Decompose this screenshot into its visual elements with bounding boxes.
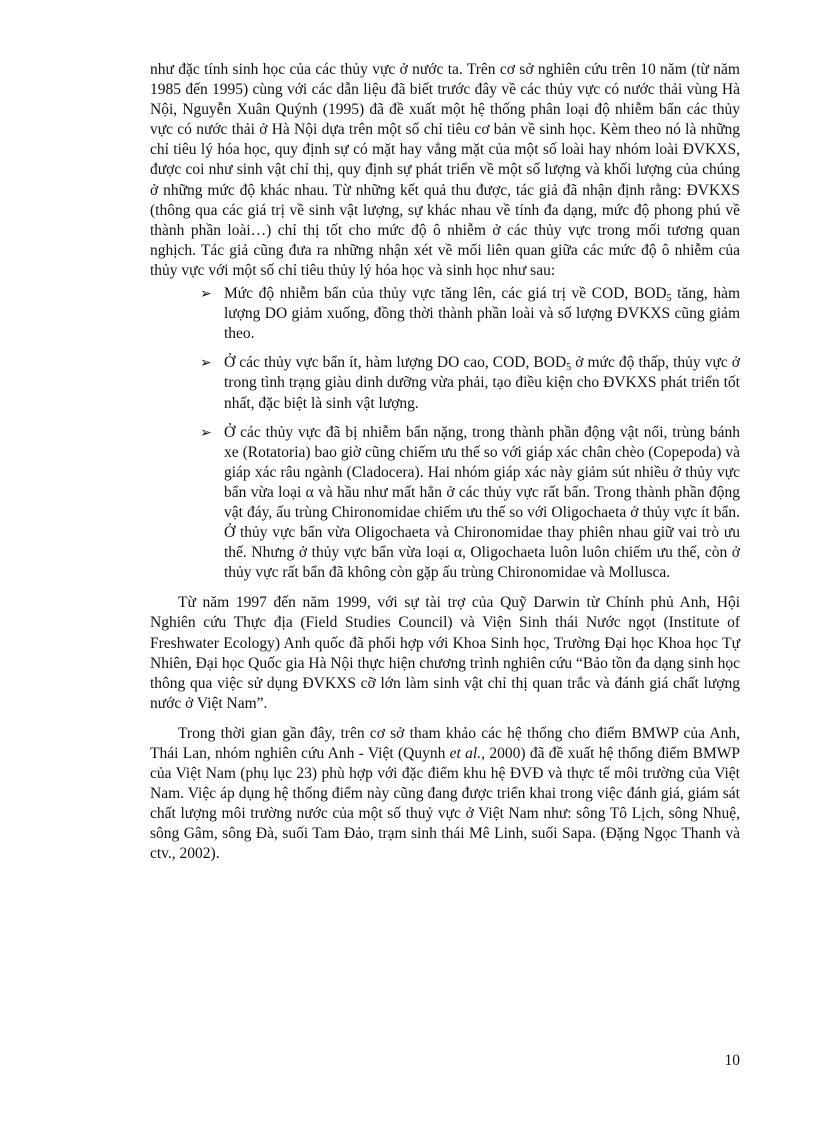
- bullet-list: [150, 284, 740, 583]
- list-item: [200, 284, 740, 344]
- bullet-text: Ở các thủy vực bẩn ít, hàm lượng DO cao, COD, $BOD_5$ ở mức độ thấp, thủy vực ở trong tình trạng giàu dinh dưỡng vừa phải, tạo điều kiện cho ĐVKXS phát triển tốt nhất, đặc biệt là sinh vật lượng.: [224, 354, 740, 412]
- list-item: [200, 423, 740, 584]
- paragraph-darwin-project: Từ năm 1997 đến năm 1999, với sự tài trợ của Quỹ Darwin từ Chính phủ Anh, Hội Nghiên cứu Thực địa (Field Studies Council) và Viện Sinh thái Nước ngọt (Institute of Freshwater Ecology) Anh quốc đã phối hợp với Khoa Sinh học, Trường Đại học Khoa học Tự Nhiên, Đại học Quốc gia Hà Nội thực hiện chương trình nghiên cứu “Bảo tồn đa dạng sinh học thông qua việc sử dụng ĐVKXS cỡ lớn làm sinh vật chỉ thị quan trắc và đánh giá chất lượng nước ở Việt Nam”.: [150, 594, 740, 712]
- italic-citation: et al.,: [449, 745, 485, 762]
- bullet-text: Ở các thủy vực đã bị nhiễm bẩn nặng, trong thành phần động vật nổi, trùng bánh xe (Rotatoria) bao giờ cũng chiếm ưu thế so với giáp xác chân chèo (Copepoda) và giáp xác râu ngành (Cladocera). Hai nhóm giáp xác này giảm sút nhiều ở thủy vực bẩn vừa loại α và hầu như mất hẳn ở các thủy vực rất bẩn. Trong thành phần động vật đáy, ấu trùng Chironomidae chiếm ưu thế so với Oligochaeta ở thủy vực ít bẩn. Ở thủy vực bẩn vừa Oligochaeta và Chironomidae thay phiên nhau giữ vai trò ưu thế. Nhưng ở thủy vực bẩn vừa loại α, Oligochaeta luôn luôn chiếm ưu thế, còn ở thủy vực rất bẩn đã không còn gặp ấu trùng Chironomidae và Mollusca.: [224, 423, 740, 582]
- bullet-text: Mức độ nhiễm bẩn của thủy vực tăng lên, các giá trị về COD, $BOD_5$ tăng, hàm lượng DO giảm xuống, đồng thời thành phần loài và số lượng ĐVKXS cũng giảm theo.: [224, 285, 741, 343]
- arrow-bullet-icon: ➢: [200, 286, 212, 303]
- list-item: [200, 353, 740, 413]
- paragraph-bmwp: Trong thời gian gần đây, trên cơ sở tham khảo các hệ thống cho điểm BMWP của Anh, Thái Lan, nhóm nghiên cứu Anh - Việt (Quynh et al., 2000) đã đề xuất hệ thống điểm BMWP của Việt Nam (phụ lục 23) phù hợp với đặc điểm khu hệ ĐVĐ và thực tế môi trường của Việt Nam. Việc áp dụng hệ thống điểm này cũng đang được triển khai trong việc đánh giá, giám sát chất lượng môi trường nước của một số thuỷ vực ở Việt Nam như: sông Tô Lịch, sông Nhuệ, sông Gâm, sông Đà, suối Tam Đảo, trạm sinh thái Mê Linh, suối Sapa. (Đặng Ngọc Thanh và ctv., 2002).: [150, 724, 741, 863]
- document-page: [150, 60, 740, 865]
- arrow-bullet-icon: ➢: [200, 355, 212, 372]
- subscript: 5: [566, 362, 572, 374]
- page-number: 10: [724, 1052, 740, 1069]
- subscript: 5: [666, 293, 672, 305]
- arrow-bullet-icon: ➢: [200, 424, 212, 441]
- paragraph-intro: như đặc tính sinh học của các thủy vực ở nước ta. Trên cơ sở nghiên cứu trên 10 năm (từ năm 1985 đến 1995) cùng với các dẫn liệu đã biết trước đây về các thủy vực có nước thải vùng Hà Nội, Nguyễn Xuân Quýnh (1995) đã đề xuất một hệ thống phân loại độ nhiễm bẩn các thủy vực có nước thải ở Hà Nội dựa trên một số chỉ tiêu cơ bản về sinh học. Kèm theo nó là những chỉ tiêu lý hóa học, quy định sự có mặt hay vắng mặt của một số loài hay nhóm loài ĐVKXS, được coi như sinh vật chỉ thị, quy định sự phát triển về một số lượng và khối lượng của chúng ở những mức độ khác nhau. Từ những kết quả thu được, tác giả đã nhận định rằng: ĐVKXS (thông qua các giá trị về sinh vật lượng, sự khác nhau về tính đa dạng, mức độ phong phú về thành phần loài…) chỉ thị tốt cho mức độ ô nhiễm ở các thủy vực trong mối tương quan nghịch. Tác giả cũng đưa ra những nhận xét về mối liên quan giữa các mức độ ô nhiễm của thủy vực với một số chỉ tiêu thủy lý hóa học và sinh học như sau:: [150, 61, 740, 279]
